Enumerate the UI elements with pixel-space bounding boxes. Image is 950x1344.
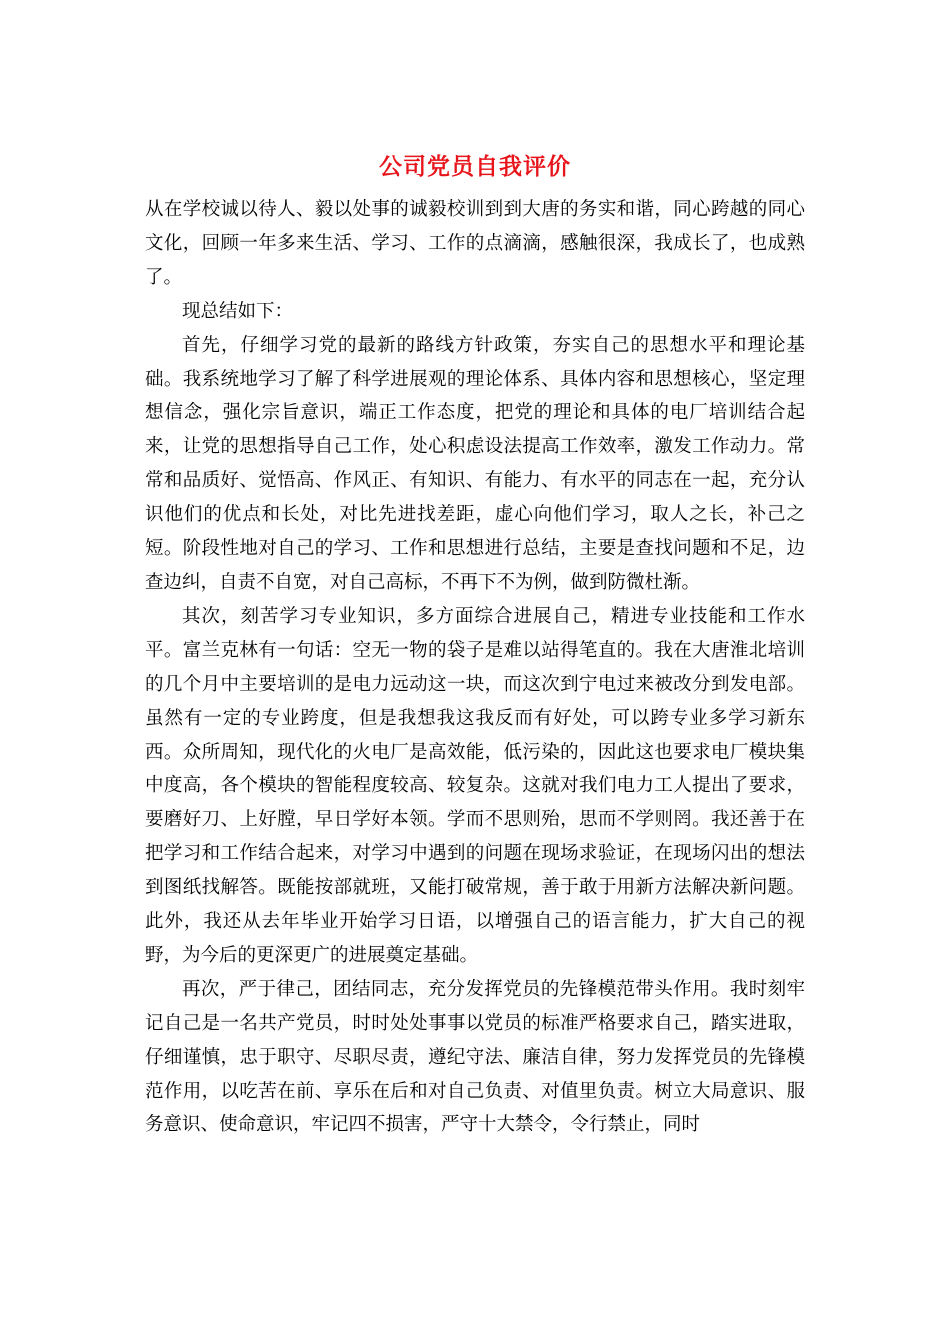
document-title: 公司党员自我评价	[379, 153, 571, 180]
paragraph-second: 其次，刻苦学习专业知识，多方面综合进展自己，精进专业技能和工作水平。富兰克林有一句话：空无一物的袋子是难以站得笔直的。我在大唐淮北培训的几个月中主要培训的是电力远动这一块，而这次到宁电过来被改分到发电部。虽然有一定的专业跨度，但是我想我这我反而有好处，可以跨专业多学习新东西。众所周知，现代化的火电厂是高效能，低污染的，因此这也要求电厂模块集中度高，各个模块的智能程度较高、较复杂。这就对我们电力工人提出了要求，要磨好刀、上好膛，早日学好本领。学而不思则殆，思而不学则罔。我还善于在把学习和工作结合起来，对学习中遇到的问题在现场求验证，在现场闪出的想法到图纸找解答。既能按部就班，又能打破常规，善于敢于用新方法解决新问题。此外，我还从去年毕业开始学习日语，以增强自己的语言能力，扩大自己的视野，为今后的更深更广的进展奠定基础。	[145, 605, 805, 966]
document-body	[145, 193, 805, 1142]
paragraph-first: 首先，仔细学习党的最新的路线方针政策，夯实自己的思想水平和理论基础。我系统地学习了解了科学进展观的理论体系、具体内容和思想核心，坚定理想信念，强化宗旨意识，端正工作态度，把党的理论和具体的电厂培训结合起来，让党的思想指导自己工作，处心积虑设法提高工作效率，激发工作动力。常常和品质好、觉悟高、作风正、有知识、有能力、有水平的同志在一起，充分认识他们的优点和长处，对比先进找差距，虚心向他们学习，取人之长，补己之短。阶段性地对自己的学习、工作和思想进行总结，主要是查找问题和不足，边查边纠，自责不自宽，对自己高标，不再下不为例，做到防微杜渐。	[145, 334, 805, 593]
paragraph-third: 再次，严于律己，团结同志，充分发挥党员的先锋模范带头作用。我时刻牢记自己是一名共产党员，时时处处事事以党员的标准严格要求自己，踏实进取，仔细谨慎，忠于职守、尽职尽责，遵纪守法、廉洁自律，努力发挥党员的先锋模范作用，以吃苦在前、享乐在后和对自己负责、对值里负责。树立大局意识、服务意识、使命意识，牢记四不损害，严守十大禁令，令行禁止，同时	[145, 978, 805, 1136]
paragraph-intro: 从在学校诚以待人、毅以处事的诚毅校训到到大唐的务实和谐，同心跨越的同心文化，回顾一年多来生活、学习、工作的点滴滴，感触很深，我成长了，也成熟了。	[145, 199, 805, 288]
paragraph-summary-lead: 现总结如下：	[182, 300, 294, 322]
